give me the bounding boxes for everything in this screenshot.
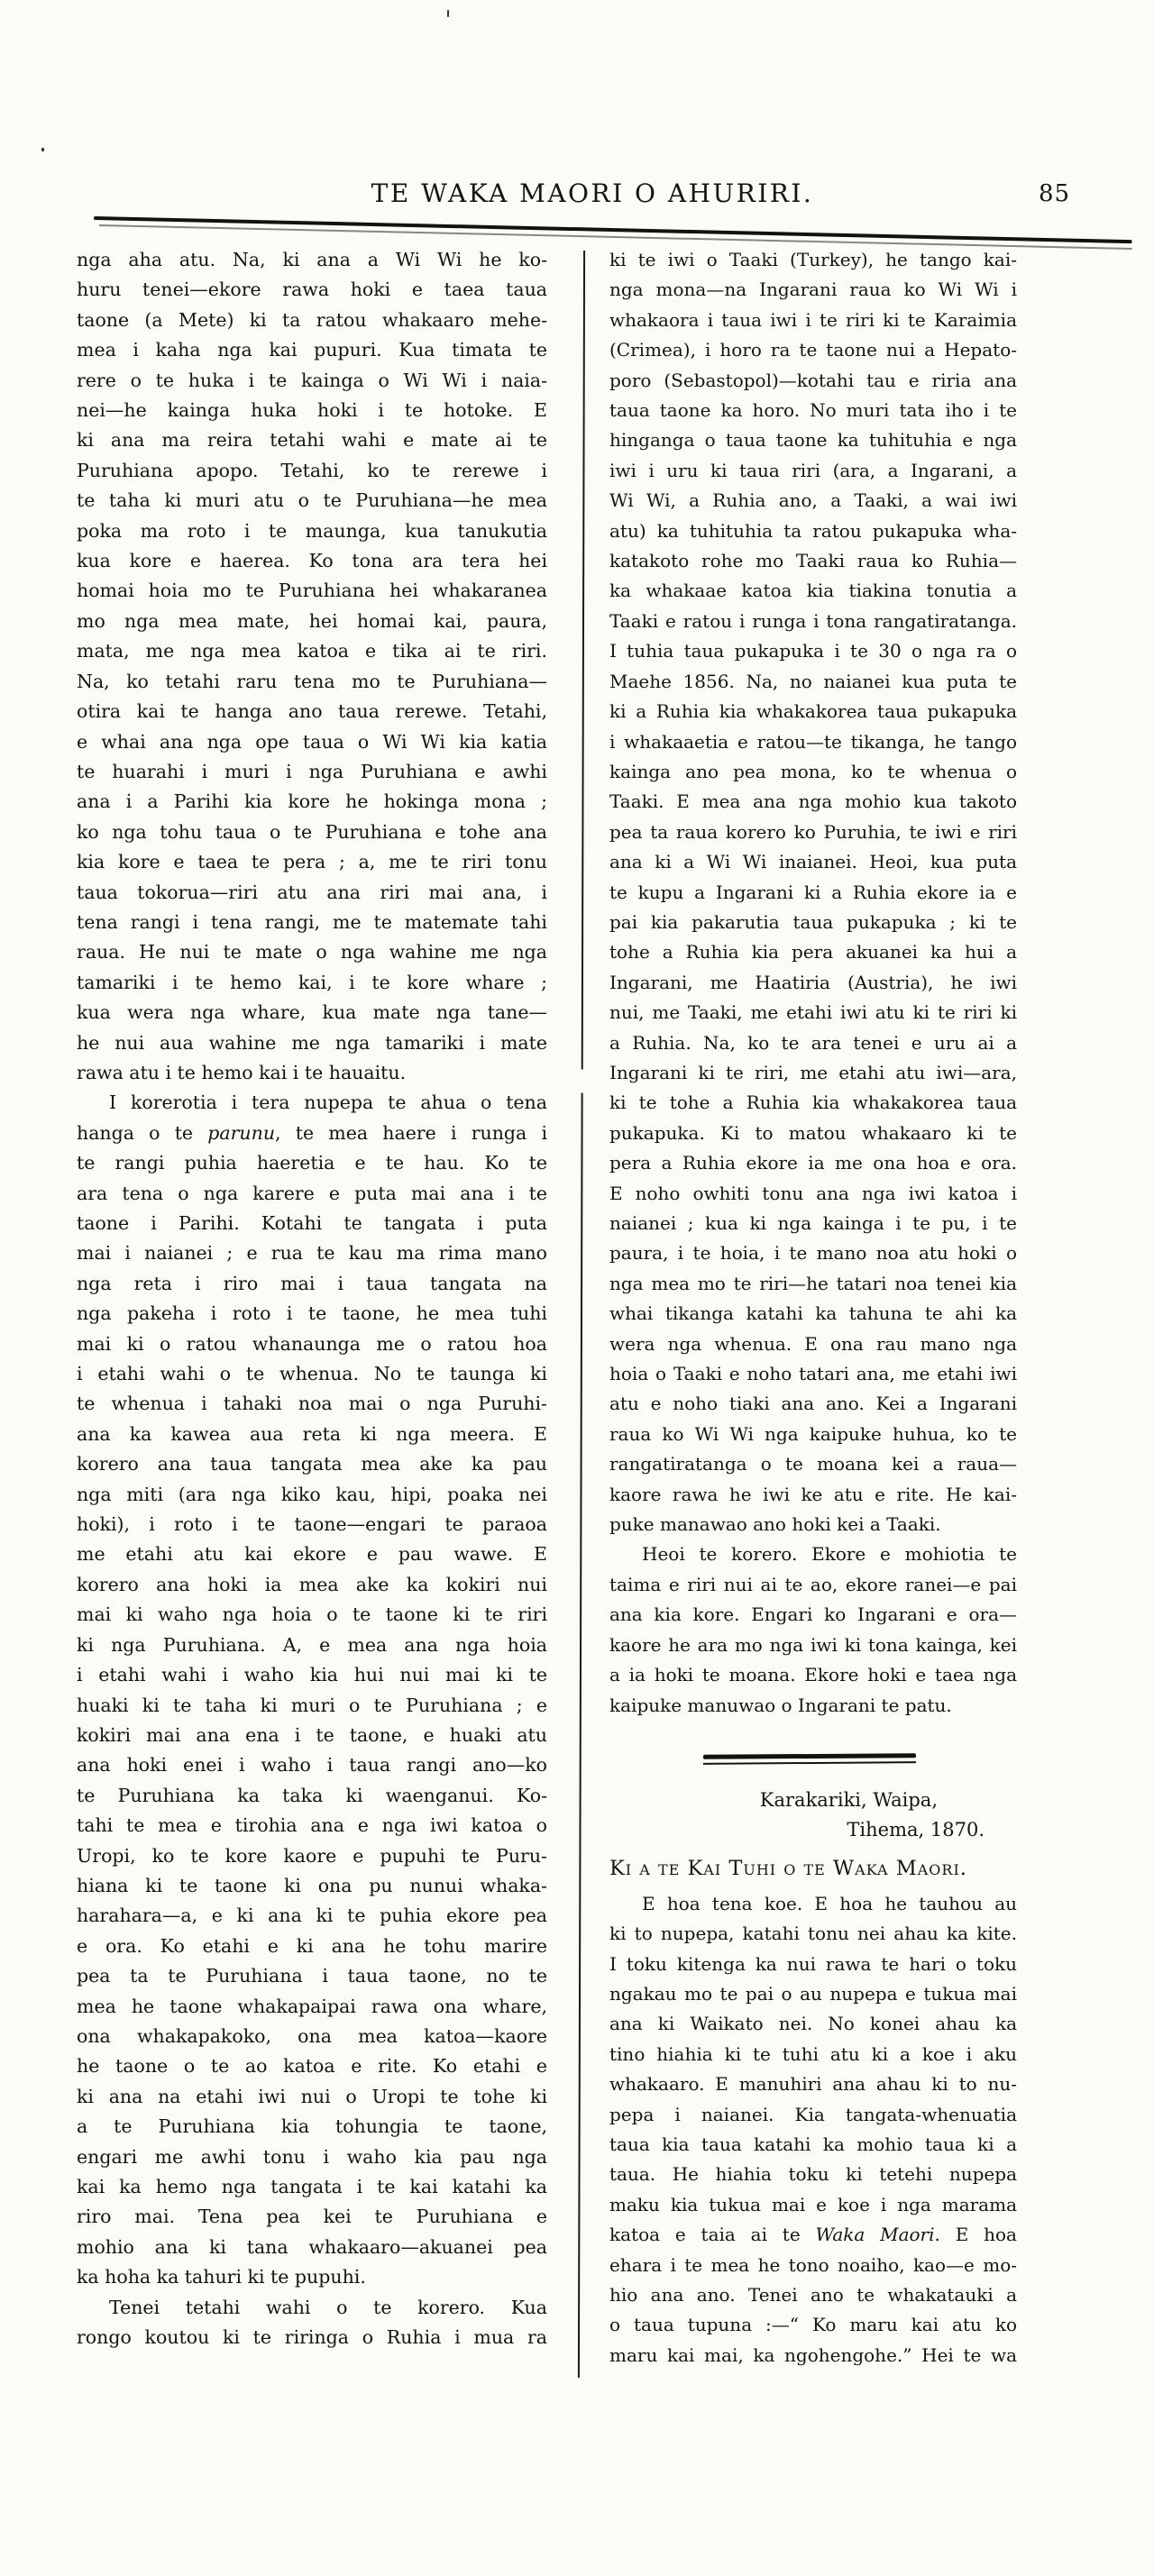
text-line: rawa atu i te hemo kai i te hauaitu. [77,1061,407,1083]
text-line: huru tenei—ekore rawa hoki e taea taua [77,279,547,301]
letter-heading: Ki a te Kai Tuhi o te Waka Maori. [609,1857,967,1881]
text-line: taua taone ka horo. No muri tata iho i te [609,399,1017,422]
text-line: kia kore e taea te pera ; a, me te riri tonu [77,851,547,873]
text-line: iwi i uru ki taua riri (ara, a Ingarani, a [609,459,1017,481]
text-line: taone i Parihi. Kotahi te tangata i puta [77,1212,547,1234]
text-line: te rangi puhia haeretia e te hau. Ko te [77,1152,547,1174]
text-line: te huarahi i muri i nga Puruhiana e awhi [77,760,547,782]
text-line: katakoto rohe mo Taaki raua ko Ruhia— [609,550,1017,572]
text-line: pepa i naianei. Kia tangata-whenuatia [609,2103,1017,2125]
text-line: ana ki Waikato nei. No konei ahau ka [609,2013,1017,2035]
section-divider-bar-thin [703,1761,916,1764]
text-line: ehara i te mea he tono noaiho, kao—e mo- [609,2253,1017,2276]
text-line: ana kia kore. Engari ko Ingarani e ora— [609,1603,1017,1626]
ink-speck [447,10,449,17]
text-line: Taaki e ratou i runga i tona rangatiratanga. [609,609,1017,632]
text-line: ka whakaae katoa kia tiakina tonutia a [609,580,1017,602]
text-line: atu e noho tiaki ana ano. Kei a Ingarani [609,1393,1017,1415]
text-line: pera a Ruhia ekore ia me ona hoa e ora. [609,1152,1017,1174]
text-line: te kupu a Ingarani ki a Ruhia ekore ia e [609,881,1017,903]
text-line: ana i a Parihi kia kore he hokinga mona ; [77,790,547,813]
text-line: maru kai mai, ka ngohengohe.” Hei te wa [609,2343,1017,2366]
letter-body-text [609,1889,1017,2371]
text-line: te taha ki muri atu o te Puruhiana—he mea [77,489,547,512]
text-line: Taaki. E mea ana nga mohio kua takoto [609,790,1017,813]
text-line: kainga ano pea mona, ko te whenua o [609,760,1017,782]
text-line: ana hoki enei i waho i taua rangi ano—ko [77,1754,547,1777]
text-line: E hoa tena koe. E hoa he tauhou au [642,1892,1017,1914]
text-line: rere o te huka i te kainga o Wi Wi i naia- [77,369,547,391]
text-line: wera nga whenua. E ona rau mano nga [609,1332,1017,1355]
text-line: whakaaro. E manuhiri ana ahau ki to nu- [609,2073,1017,2096]
text-line: ki te tohe a Ruhia kia whakakorea taua [609,1092,1017,1114]
text-line: taone (a Mete) ki ta ratou whakaaro mehe- [77,308,547,331]
text-line: o taua tupuna :—“ Ko maru kai atu ko [609,2314,1017,2336]
text-line: tahi te mea e tirohia ana e nga iwi katoa o [77,1814,547,1837]
ink-speck [41,148,44,151]
text-line: raua. He nui te mate o nga wahine me nga [77,941,547,964]
text-line: ana ka kawea aua reta ki nga meera. E [77,1422,547,1445]
text-line: Ingarani, me Haatiria (Austria), he iwi [609,971,1017,993]
text-line: te Puruhiana ka taka ki waenganui. Ko- [77,1784,547,1806]
text-line: hanga o te parunu, te mea haere i runga i [77,1121,548,1144]
text-line: he nui aua wahine me nga tamariki i mate [77,1031,547,1054]
section-divider-bar-thick [703,1753,916,1758]
text-line: ki ana ma reira tetahi wahi e mate ai te [77,429,547,452]
text-line: hoki), i roto i te taone—engari te paraoa [77,1513,547,1536]
text-line: pai kia pakarutia taua pukapuka ; ki te [609,910,1017,933]
text-line: a Ruhia. Na, ko te ara tenei e uru ai a [609,1031,1017,1054]
text-line: me etahi atu kai ekore e pau wawe. E [77,1543,547,1566]
text-line: naianei ; kua ki nga kainga i te pu, i te [609,1212,1017,1234]
text-line: atu) ka tuhituhia ta ratou pukapuka wha- [609,519,1017,542]
text-line: mai ki waho nga hoia o te taone ki te riri [77,1603,547,1626]
text-line: pea ta raua korero ko Puruhia, te iwi e riri [609,820,1017,843]
text-line: ki to nupepa, katahi tonu nei ahau ka kite. [609,1923,1017,1945]
text-line: e whai ana nga ope taua o Wi Wi kia katia [77,730,547,753]
text-line: tena rangi i tena rangi, me te matemate tahi [77,910,547,933]
text-line: korero ana hoki ia mea ake ka kokiri nui [77,1573,547,1595]
text-line: nei—he kainga huka hoki i te hotoke. E [77,399,547,422]
text-line: (Crimea), i horo ra te taone nui a Hepato- [609,339,1017,361]
text-line: kua kore e haerea. Ko tona ara tera hei [77,550,547,572]
text-line: e ora. Ko etahi e ki ana he tohu marire [77,1934,547,1957]
text-line: hoia o Taaki e noho tatari ana, me etahi iwi [609,1363,1017,1385]
text-line: poka ma roto i te maunga, kua tanukutia [77,519,547,542]
text-line: tohe a Ruhia kia pera akuanei ka hui a [609,941,1017,964]
text-line: poro (Sebastopol)—kotahi tau e riria ana [609,369,1017,391]
text-line: he taone o te ao katoa e rite. Ko etahi e [77,2055,547,2078]
header-rule [94,216,1132,243]
text-line: te whenua i tahaki noa mai o nga Puruhi- [77,1393,547,1415]
text-line: kai ka hemo nga tangata i te kai katahi ka [77,2176,547,2197]
text-line: mai i naianei ; e rua te kau ma rima mano [77,1242,547,1265]
page-number: 85 [1039,180,1071,207]
text-line: E noho owhiti tonu ana nga iwi katoa i [609,1182,1017,1204]
text-line: ngakau mo te pai o au nupepa e tukua mai [609,1982,1017,2005]
text-line: kaipuke manuwao o Ingarani te patu. [609,1694,952,1716]
text-line: i etahi wahi o te whenua. No te taunga ki [77,1363,547,1385]
text-line: mea i kaha nga kai pupuri. Kua timata te [77,339,547,361]
text-line: engari me awhi tonu i waho kia pau nga [77,2145,547,2168]
text-line: nga aha atu. Na, ki ana a Wi Wi he ko- [77,249,547,270]
text-line: taua tokorua—riri atu ana riri mai ana, i [77,881,547,903]
text-line: korero ana taua tangata mea ake ka pau [77,1453,547,1475]
section-divider-rule [703,1754,916,1764]
text-line: paura, i te hoia, i te mano noa atu hoki o [609,1242,1017,1265]
column-divider [578,251,585,2378]
text-line: I toku kitenga ka nui rawa te hari o toku [609,1952,1017,1975]
text-line: Uropi, ko te kore kaore e pupuhi te Puru- [77,1844,547,1867]
text-line: Tenei tetahi wahi o te korero. Kua [109,2296,547,2318]
text-line: i whakaaetia e ratou—te tikanga, he tango [609,730,1017,753]
text-line: hio ana ano. Tenei ano te whakatauki a [609,2284,1017,2306]
right-column-text [609,245,1017,1721]
text-line: ka hoha ka tahuri ki te pupuhi. [77,2266,366,2288]
text-line: mai ki o ratou whanaunga me o ratou hoa [77,1332,547,1355]
text-line: Puruhiana apopo. Tetahi, ko te rerewe i [77,459,547,481]
text-line: ko nga tohu taua o te Puruhiana e tohe ana [77,820,547,843]
page-title: TE WAKA MAORI O AHURIRI. [371,178,814,208]
text-line: homai hoia mo te Puruhiana hei whakaranea [77,580,547,602]
text-line: rangatiratanga o te moana kei a raua— [609,1453,1017,1475]
text-line: rongo koutou ki te riringa o Ruhia i mua ra [77,2326,547,2349]
text-line: mea he taone whakapaipai rawa ona whare, [77,1995,547,2017]
text-line: katoa e taia ai te Waka Maori. E hoa [609,2224,1017,2246]
text-line: nga miti (ara nga kiko kau, hipi, poaka nei [77,1483,547,1505]
text-line: nga mona—na Ingarani raua ko Wi Wi i [609,279,1017,301]
text-line: ki a Ruhia kia whakakorea taua pukapuka [609,700,1017,723]
text-line: nga mea mo te riri—he tatari noa tenei kia [609,1272,1017,1294]
text-line: mo nga mea mate, hei homai kai, paura, [77,609,547,632]
text-line: i etahi wahi i waho kia hui nui mai ki te [77,1664,547,1686]
left-column-text [77,245,547,2352]
text-line: ara tena o nga karere e puta mai ana i te [77,1182,547,1204]
text-line: ona whakapakoko, ona mea katoa—kaore [77,2024,547,2047]
text-line: puke manawao ano hoki kei a Taaki. [609,1513,941,1536]
text-line: Na, ko tetahi raru tena mo te Puruhiana— [77,670,547,692]
text-line: taua. He hiahia toku ki tetehi nupepa [609,2163,1017,2186]
text-line: harahara—a, e ki ana ki te puhia ekore pea [77,1905,547,1927]
text-line: nga pakeha i roto i te taone, he mea tuhi [77,1302,547,1325]
left-column [77,245,547,2352]
text-line: hinganga o taua taone ka tuhituhia e nga [609,429,1017,452]
text-line: tamariki i te hemo kai, i te kore whare ; [77,971,547,993]
text-line: whakaora i taua iwi i te riri ki te Karaimia [609,308,1017,331]
text-line: riro mai. Tena pea kei te Puruhiana e [77,2206,547,2228]
text-line: ana ki a Wi Wi inaianei. Heoi, kua puta [609,851,1017,873]
text-line: nga reta i riro mai i taua tangata na [77,1272,547,1294]
text-line: Wi Wi, a Ruhia ano, a Taaki, a wai iwi [609,489,1017,512]
text-line: a te Puruhiana kia tohungia te taone, [77,2115,547,2138]
text-line: tino hiahia ki te tuhi atu ki a koe i aku [609,2042,1017,2065]
text-line: hiana ki te taone ki ona pu nunui whaka- [77,1874,547,1896]
text-line: maku kia tukua mai e koe i nga marama [609,2193,1017,2215]
text-line: kua wera nga whare, kua mate nga tane— [77,1001,547,1024]
text-line: otira kai te hanga ano taua rerewe. Tetahi, [77,700,547,723]
text-line: whai tikanga katahi ka tahuna te ahi ka [609,1302,1017,1325]
text-line: huaki ki te taha ki muri o te Puruhiana ; e [77,1694,547,1716]
text-line: I tuhia taua pukapuka i te 30 o nga ra o [609,640,1017,662]
text-line: raua ko Wi Wi nga kaipuke huhua, ko te [609,1422,1017,1445]
text-line: mohio ana ki tana whakaaro—akuanei pea [77,2235,547,2258]
text-line: I korerotia i tera nupepa te ahua o tena [109,1092,547,1114]
text-line: taima e riri nui ai te ao, ekore ranei—e pai [609,1573,1017,1595]
text-line: Heoi te korero. Ekore e mohiotia te [642,1543,1017,1566]
text-line: ki te iwi o Taaki (Turkey), he tango kai- [609,249,1017,270]
text-line: nui, me Taaki, me etahi iwi atu ki te riri ki [609,1001,1017,1024]
text-line: kokiri mai ana ena i te taone, e huaki atu [77,1723,547,1746]
text-line: Ingarani ki te riri, me etahi atu iwi—ara, [609,1061,1017,1083]
text-line: pea ta te Puruhiana i taua taone, no te [77,1965,547,1987]
right-column [609,245,1017,2370]
text-line: pukapuka. Ki to matou whakaaro ki te [609,1121,1017,1144]
text-line: Maehe 1856. Na, no naianei kua puta te [609,670,1017,692]
text-line: ki ana na etahi iwi nui o Uropi te tohe ki [77,2085,547,2107]
letter-dateline-place: Karakariki, Waipa, [759,1788,938,1811]
text-line: mata, me nga mea katoa e tika ai te riri. [77,640,547,662]
text-line: kaore he ara mo nga iwi ki tona kainga, kei [609,1633,1017,1656]
text-line: kaore rawa he iwi ke atu e rite. He kai- [609,1483,1017,1505]
text-line: a ia hoki te moana. Ekore hoki e taea nga [609,1664,1017,1686]
text-line: ki nga Puruhiana. A, e mea ana nga hoia [77,1633,547,1656]
letter-dateline-date: Tihema, 1870. [847,1818,985,1841]
text-line: taua kia taua katahi ka mohio taua ki a [609,2133,1017,2155]
